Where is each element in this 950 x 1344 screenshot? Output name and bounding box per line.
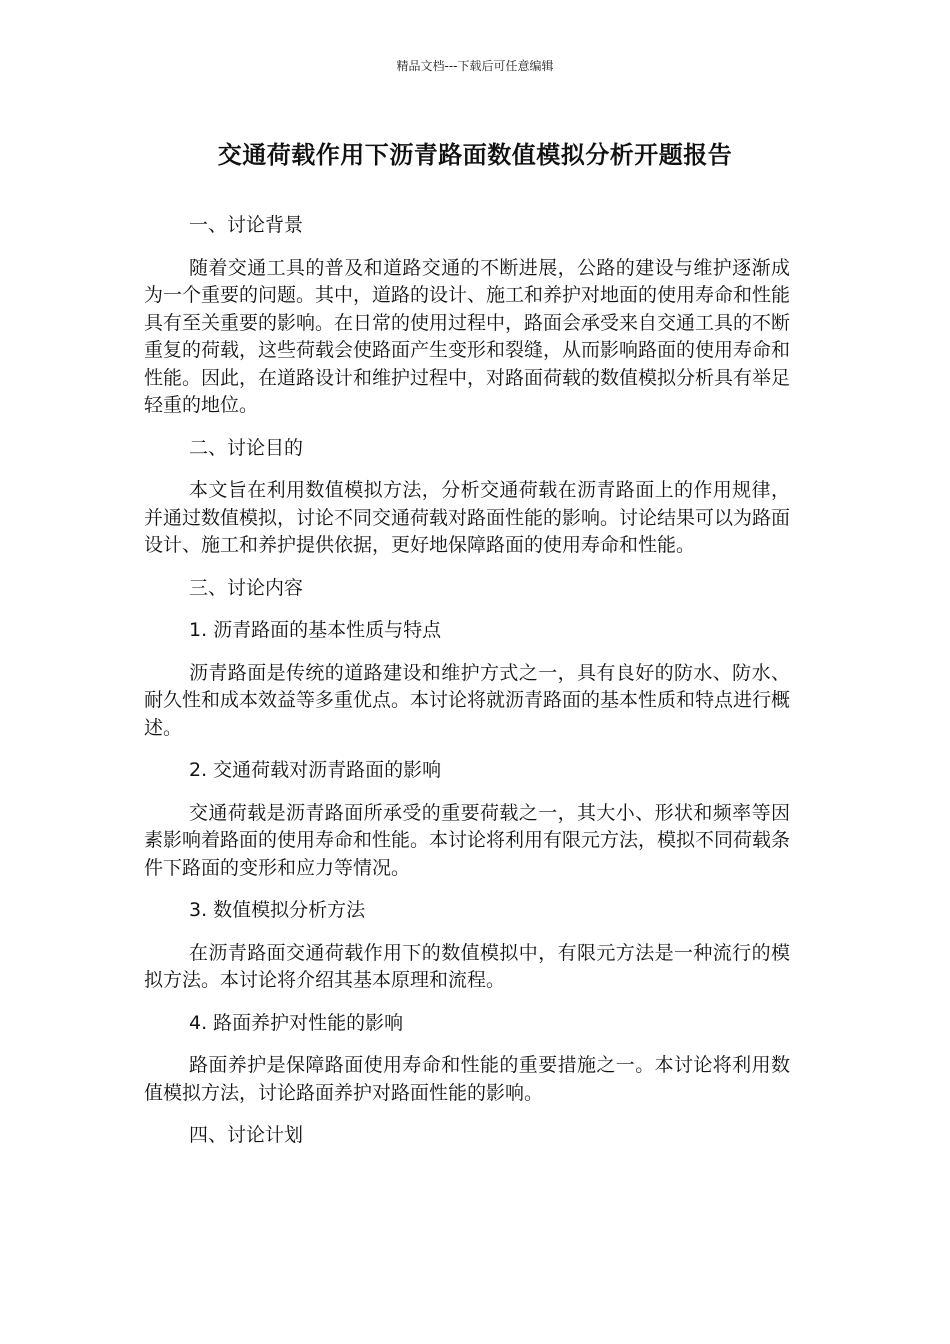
section-heading-background: 一、讨论背景 [189, 214, 304, 236]
section-heading-purpose: 二、讨论目的 [189, 436, 304, 459]
section-heading-plan: 四、讨论计划 [189, 1124, 304, 1146]
paragraph-background: 随着交通工具的普及和道路交通的不断进展，公路的建设与维护逐渐成为一个重要的问题。其中，道路的设计、施工和养护对地面的使用寿命和性能具有至关重要的影响。在日常的使用过程中，路面会承受来自交通工具的不断重复的荷载，这些荷载会使路面产生变形和裂缝，从而影响路面的使用寿命和性能。因此，在道路设计和维护过程中，对路面荷载的数值模拟分析具有举足轻重的地位。 [144, 256, 791, 416]
paragraph-purpose: 本文旨在利用数值模拟方法，分析交通荷载在沥青路面上的作用规律，并通过数值模拟，讨论不同交通荷载对路面性能的影响。讨论结果可以为路面设计、施工和养护提供依据，更好地保障路面的使用寿命和性能。 [144, 479, 791, 556]
document-body [144, 212, 790, 1165]
subsection-heading-1: 1. 沥青路面的基本性质与特点 [189, 619, 442, 641]
paragraph-subsection-1: 沥青路面是传统的道路建设和维护方式之一，具有良好的防水、防水、耐久性和成本效益等多重优点。本讨论将就沥青路面的基本性质和特点进行概述。 [144, 661, 791, 739]
paragraph-subsection-3: 在沥青路面交通荷载作用下的数值模拟中，有限元方法是一种流行的模拟方法。本讨论将介绍其基本原理和流程。 [144, 941, 790, 991]
document-title: 交通荷载作用下沥青路面数值模拟分析开题报告 [217, 141, 733, 169]
page-header: 精品文档---下载后可任意编辑 [396, 59, 554, 73]
paragraph-subsection-4: 路面养护是保障路面使用寿命和性能的重要措施之一。本讨论将利用数值模拟方法，讨论路面养护对路面性能的影响。 [144, 1054, 790, 1104]
paragraph-subsection-2: 交通荷载是沥青路面所承受的重要荷载之一，其大小、形状和频率等因素影响着路面的使用寿命和性能。本讨论将利用有限元方法，模拟不同荷载条件下路面的变形和应力等情况。 [144, 801, 791, 879]
subsection-heading-3: 3. 数值模拟分析方法 [189, 899, 366, 921]
subsection-heading-4: 4. 路面养护对性能的影响 [189, 1011, 404, 1034]
section-heading-content: 三、讨论内容 [189, 576, 304, 599]
subsection-heading-2: 2. 交通荷载对沥青路面的影响 [189, 759, 442, 781]
